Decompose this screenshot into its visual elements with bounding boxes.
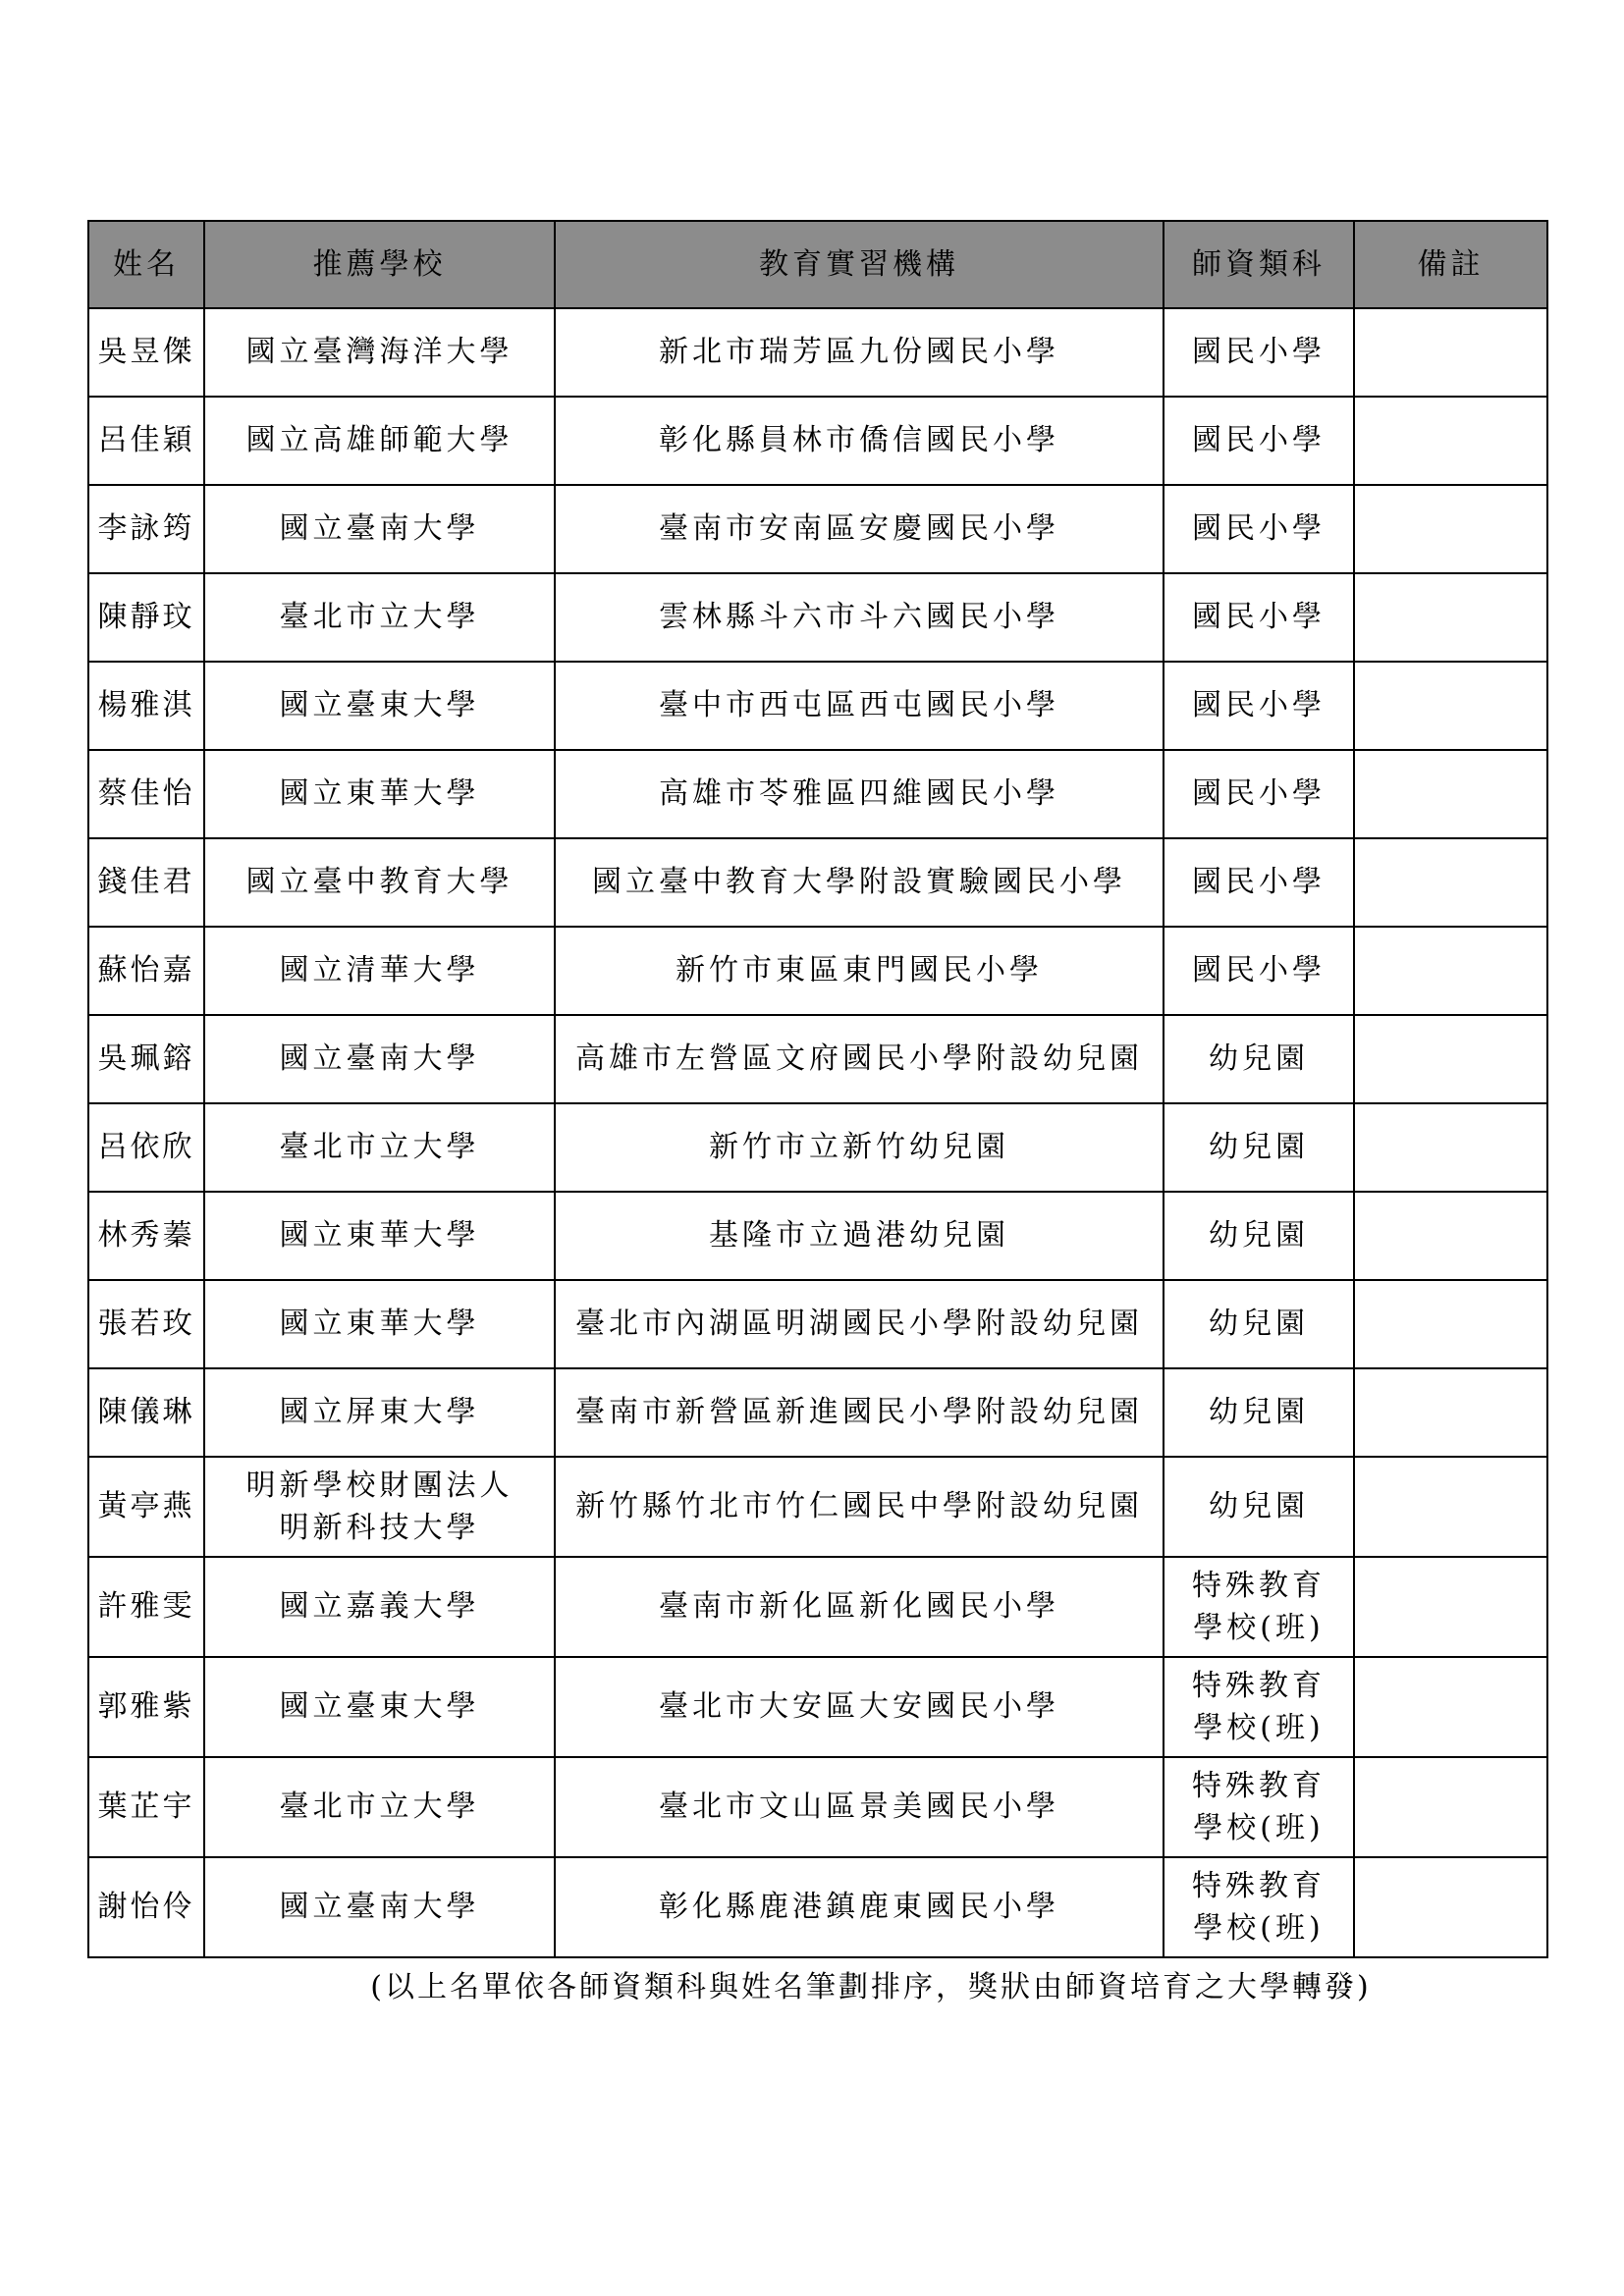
header-school: 推薦學校 — [204, 221, 555, 308]
cell-category — [1164, 1280, 1354, 1368]
cell-note — [1354, 750, 1547, 838]
school-line: 國立嘉義大學 — [279, 1589, 480, 1625]
footnote: (以上名單依各師資類科與姓名筆劃排序，獎狀由師資培育之大學轉發) — [370, 1970, 1372, 2004]
cell-note — [1354, 397, 1547, 485]
school-line: 國立臺南大學 — [279, 511, 480, 547]
cell-note — [1354, 927, 1547, 1015]
cell-note — [1354, 1192, 1547, 1280]
cell-category — [1164, 485, 1354, 573]
category-line: 幼兒園 — [1209, 1395, 1309, 1430]
cell-note — [1354, 1457, 1547, 1557]
cell-institution: 高雄市苓雅區四維國民小學 — [555, 750, 1164, 838]
header-category: 師資類科 — [1164, 221, 1354, 308]
cell-school — [204, 838, 555, 927]
cell-name: 呂佳穎 — [88, 397, 204, 485]
category-line: 特殊教育 — [1192, 1868, 1326, 1903]
cell-school — [204, 662, 555, 750]
cell-institution: 雲林縣斗六市斗六國民小學 — [555, 573, 1164, 662]
cell-institution: 國立臺中教育大學附設實驗國民小學 — [555, 838, 1164, 927]
category-line: 學校(班) — [1193, 1811, 1325, 1845]
cell-school — [204, 1368, 555, 1457]
cell-note — [1354, 573, 1547, 662]
category-line: 學校(班) — [1193, 1911, 1325, 1946]
cell-school — [204, 308, 555, 397]
cell-school — [204, 397, 555, 485]
cell-institution: 新竹市東區東門國民小學 — [555, 927, 1164, 1015]
cell-school — [204, 1280, 555, 1368]
cell-name: 錢佳君 — [88, 838, 204, 927]
school-line: 國立臺東大學 — [279, 688, 480, 723]
cell-school — [204, 1103, 555, 1192]
cell-school — [204, 750, 555, 838]
cell-note — [1354, 662, 1547, 750]
category-line: 國民小學 — [1192, 865, 1326, 900]
cell-school — [204, 927, 555, 1015]
table-row — [88, 485, 1547, 573]
table-row — [88, 662, 1547, 750]
cell-name: 葉芷宇 — [88, 1757, 204, 1857]
cell-name: 吳珮鎔 — [88, 1015, 204, 1103]
category-line: 學校(班) — [1193, 1611, 1325, 1645]
school-line: 明新科技大學 — [279, 1511, 480, 1545]
cell-category — [1164, 573, 1354, 662]
category-line: 幼兒園 — [1209, 1307, 1309, 1342]
cell-category — [1164, 1368, 1354, 1457]
cell-category — [1164, 1103, 1354, 1192]
cell-category — [1164, 397, 1354, 485]
table-row — [88, 838, 1547, 927]
cell-institution: 臺中市西屯區西屯國民小學 — [555, 662, 1164, 750]
cell-institution: 高雄市左營區文府國民小學附設幼兒園 — [555, 1015, 1164, 1103]
school-line: 國立東華大學 — [279, 1218, 480, 1254]
cell-note — [1354, 308, 1547, 397]
school-line: 國立臺南大學 — [279, 1890, 480, 1925]
cell-name: 蔡佳怡 — [88, 750, 204, 838]
cell-name: 陳儀琳 — [88, 1368, 204, 1457]
cell-name: 林秀蓁 — [88, 1192, 204, 1280]
cell-school — [204, 1757, 555, 1857]
cell-category — [1164, 838, 1354, 927]
table-row — [88, 1280, 1547, 1368]
table-row — [88, 397, 1547, 485]
category-line: 國民小學 — [1192, 688, 1326, 723]
category-line: 特殊教育 — [1192, 1668, 1326, 1703]
cell-category — [1164, 1192, 1354, 1280]
school-line: 臺北市立大學 — [279, 1130, 480, 1165]
cell-category — [1164, 927, 1354, 1015]
recipients-table — [87, 220, 1548, 1958]
category-line: 國民小學 — [1192, 953, 1326, 988]
cell-institution: 基隆市立過港幼兒園 — [555, 1192, 1164, 1280]
table-header — [88, 221, 1547, 308]
cell-note — [1354, 1368, 1547, 1457]
cell-school — [204, 1657, 555, 1757]
cell-note — [1354, 1103, 1547, 1192]
category-line: 幼兒園 — [1209, 1041, 1309, 1077]
cell-category — [1164, 1015, 1354, 1103]
school-line: 臺北市立大學 — [279, 1789, 480, 1825]
cell-note — [1354, 485, 1547, 573]
cell-category — [1164, 308, 1354, 397]
table-row — [88, 927, 1547, 1015]
cell-category — [1164, 662, 1354, 750]
cell-name: 李詠筠 — [88, 485, 204, 573]
table-row — [88, 1368, 1547, 1457]
category-line: 特殊教育 — [1192, 1568, 1326, 1603]
header-name: 姓名 — [88, 221, 204, 308]
cell-note — [1354, 838, 1547, 927]
table-row — [88, 750, 1547, 838]
cell-school — [204, 1192, 555, 1280]
cell-school — [204, 1857, 555, 1957]
cell-institution: 臺北市大安區大安國民小學 — [555, 1657, 1164, 1757]
table-row — [88, 308, 1547, 397]
table-row — [88, 1557, 1547, 1657]
cell-category — [1164, 1857, 1354, 1957]
cell-category — [1164, 1757, 1354, 1857]
cell-name: 楊雅淇 — [88, 662, 204, 750]
school-line: 國立清華大學 — [279, 953, 480, 988]
table-body — [88, 308, 1547, 1957]
cell-category — [1164, 1657, 1354, 1757]
cell-name: 呂依欣 — [88, 1103, 204, 1192]
school-line: 臺北市立大學 — [279, 600, 480, 635]
category-line: 國民小學 — [1192, 511, 1326, 547]
category-line: 幼兒園 — [1209, 1130, 1309, 1165]
table-row — [88, 1657, 1547, 1757]
header-note: 備註 — [1354, 221, 1547, 308]
school-line: 國立屏東大學 — [279, 1395, 480, 1430]
cell-institution: 臺南市新化區新化國民小學 — [555, 1557, 1164, 1657]
school-line: 國立東華大學 — [279, 1307, 480, 1342]
cell-school — [204, 573, 555, 662]
table-row — [88, 1103, 1547, 1192]
category-line: 國民小學 — [1192, 776, 1326, 812]
cell-school — [204, 485, 555, 573]
school-line: 國立高雄師範大學 — [245, 423, 514, 458]
cell-school — [204, 1557, 555, 1657]
cell-institution: 新竹縣竹北市竹仁國民中學附設幼兒園 — [555, 1457, 1164, 1557]
cell-note — [1354, 1015, 1547, 1103]
cell-name: 許雅雯 — [88, 1557, 204, 1657]
school-line: 國立臺東大學 — [279, 1689, 480, 1725]
cell-name: 郭雅紫 — [88, 1657, 204, 1757]
school-line: 明新學校財團法人 — [245, 1468, 514, 1503]
table-row — [88, 1757, 1547, 1857]
table-row — [88, 1192, 1547, 1280]
cell-school — [204, 1015, 555, 1103]
category-line: 國民小學 — [1192, 600, 1326, 635]
header-institution: 教育實習機構 — [555, 221, 1164, 308]
cell-note — [1354, 1557, 1547, 1657]
table-row — [88, 1015, 1547, 1103]
cell-institution: 臺南市安南區安慶國民小學 — [555, 485, 1164, 573]
header-row — [88, 221, 1547, 308]
cell-institution: 臺北市內湖區明湖國民小學附設幼兒園 — [555, 1280, 1164, 1368]
category-line: 國民小學 — [1192, 335, 1326, 370]
school-line: 國立臺南大學 — [279, 1041, 480, 1077]
table-row — [88, 1857, 1547, 1957]
category-line: 幼兒園 — [1209, 1489, 1309, 1524]
cell-name: 陳靜玟 — [88, 573, 204, 662]
cell-note — [1354, 1657, 1547, 1757]
table-row — [88, 573, 1547, 662]
cell-note — [1354, 1757, 1547, 1857]
cell-name: 謝怡伶 — [88, 1857, 204, 1957]
category-line: 幼兒園 — [1209, 1218, 1309, 1254]
cell-name: 吳昱傑 — [88, 308, 204, 397]
cell-category — [1164, 1457, 1354, 1557]
category-line: 學校(班) — [1193, 1711, 1325, 1745]
category-line: 特殊教育 — [1192, 1768, 1326, 1803]
cell-school — [204, 1457, 555, 1557]
table-row — [88, 1457, 1547, 1557]
cell-institution: 彰化縣員林市僑信國民小學 — [555, 397, 1164, 485]
cell-institution: 臺北市文山區景美國民小學 — [555, 1757, 1164, 1857]
cell-institution: 彰化縣鹿港鎮鹿東國民小學 — [555, 1857, 1164, 1957]
cell-category — [1164, 1557, 1354, 1657]
cell-note — [1354, 1280, 1547, 1368]
cell-name: 張若玫 — [88, 1280, 204, 1368]
cell-institution: 新竹市立新竹幼兒園 — [555, 1103, 1164, 1192]
school-line: 國立臺中教育大學 — [245, 865, 514, 900]
cell-institution: 臺南市新營區新進國民小學附設幼兒園 — [555, 1368, 1164, 1457]
cell-category — [1164, 750, 1354, 838]
category-line: 國民小學 — [1192, 423, 1326, 458]
cell-institution: 新北市瑞芳區九份國民小學 — [555, 308, 1164, 397]
school-line: 國立臺灣海洋大學 — [245, 335, 514, 370]
cell-name: 黃亭燕 — [88, 1457, 204, 1557]
cell-note — [1354, 1857, 1547, 1957]
school-line: 國立東華大學 — [279, 776, 480, 812]
cell-name: 蘇怡嘉 — [88, 927, 204, 1015]
